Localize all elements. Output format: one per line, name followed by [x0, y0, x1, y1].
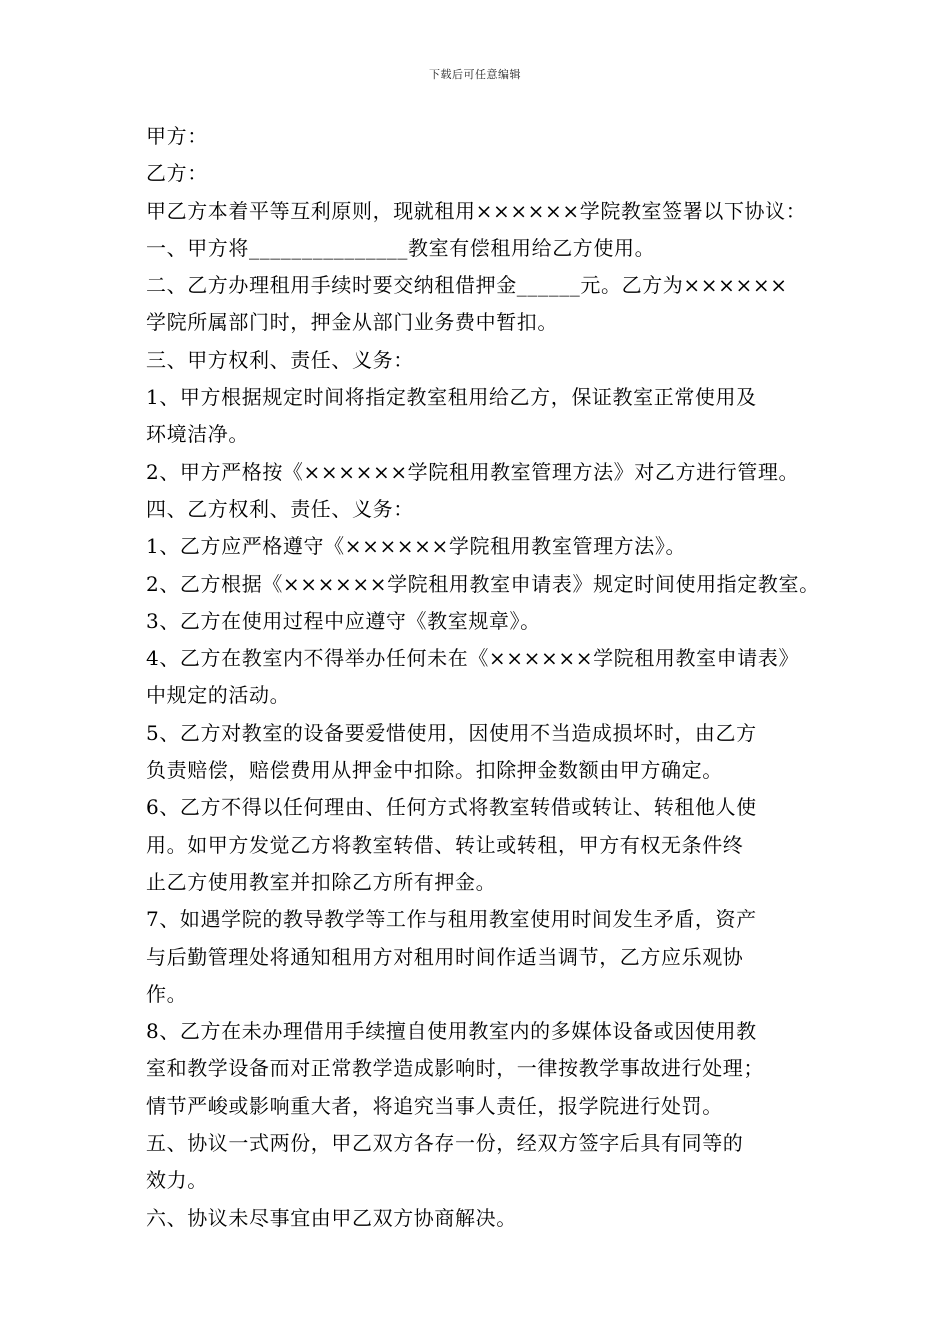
section-4-item-8-line-3: 情节严峻或影响重大者，将追究当事人责任，报学院进行处罚。: [146, 1093, 723, 1118]
section-4-item-5-line-1: 5、乙方对教室的设备要爱惜使用，因使用不当造成损坏时，由乙方: [146, 720, 757, 745]
section-3-item-1-line-2: 环境洁净。: [146, 422, 249, 447]
section-6-line: 六、协议未尽事宜由甲乙双方协商解决。: [146, 1205, 517, 1230]
section-4-item-4-line-2: 中规定的活动。: [146, 683, 291, 708]
section-4-heading: 四、乙方权利、责任、义务：: [146, 496, 414, 521]
clause-2-line-2: 学院所属部门时，押金从部门业务费中暂扣。: [146, 310, 558, 335]
page-header-note: 下载后可任意编辑: [429, 68, 521, 81]
clause-2-line-1: 二、乙方办理租用手续时要交纳租借押金______元。乙方为××××××: [146, 273, 788, 298]
agreement-body: [146, 118, 818, 1237]
section-4-item-7-line-1: 7、如遇学院的教导教学等工作与租用教室使用时间发生矛盾，资产: [146, 907, 757, 932]
section-5-line-1: 五、协议一式两份，甲乙双方各存一份，经双方签字后具有同等的: [146, 1131, 744, 1156]
section-4-item-1-line: 1、乙方应严格遵守《××××××学院租用教室管理方法》。: [146, 534, 687, 559]
section-4-item-2-line: 2、乙方根据《××××××学院租用教室申请表》规定时间使用指定教室。: [146, 571, 820, 596]
section-3-heading: 三、甲方权利、责任、义务：: [146, 347, 414, 372]
section-4-item-6-line-2: 用。如甲方发觉乙方将教室转借、转让或转租，甲方有权无条件终: [146, 832, 744, 857]
section-4-item-4-line-1: 4、乙方在教室内不得举办任何未在《××××××学院租用教室申请表》: [146, 646, 800, 671]
section-3-item-1-line-1: 1、甲方根据规定时间将指定教室租用给乙方，保证教室正常使用及: [146, 385, 757, 410]
section-4-item-6-line-3: 止乙方使用教室并扣除乙方所有押金。: [146, 869, 497, 894]
preamble-line: 甲乙方本着平等互利原则，现就租用××××××学院教室签署以下协议：: [146, 198, 807, 223]
section-4-item-5-line-2: 负责赔偿，赔偿费用从押金中扣除。扣除押金数额由甲方确定。: [146, 758, 723, 783]
section-3-item-2-line: 2、甲方严格按《××××××学院租用教室管理方法》对乙方进行管理。: [146, 459, 800, 484]
party-a-line: 甲方：: [146, 124, 208, 148]
section-5-line-2: 效力。: [146, 1168, 208, 1193]
section-4-item-7-line-3: 作。: [146, 981, 188, 1006]
party-b-line: 乙方：: [146, 161, 208, 186]
section-4-item-8-line-1: 8、乙方在未办理借用手续擅自使用教室内的多媒体设备或因使用教: [146, 1019, 757, 1044]
section-4-item-7-line-2: 与后勤管理处将通知租用方对租用时间作适当调节，乙方应乐观协: [146, 944, 744, 969]
clause-1-line: 一、甲方将_______________教室有偿租用给乙方使用。: [146, 235, 656, 260]
section-4-item-8-line-2: 室和教学设备而对正常教学造成影响时，一律按教学事故进行处理；: [146, 1056, 764, 1081]
section-4-item-6-line-1: 6、乙方不得以任何理由、任何方式将教室转借或转让、转租他人使: [146, 795, 757, 820]
section-4-item-3-line: 3、乙方在使用过程中应遵守《教室规章》。: [146, 608, 541, 633]
